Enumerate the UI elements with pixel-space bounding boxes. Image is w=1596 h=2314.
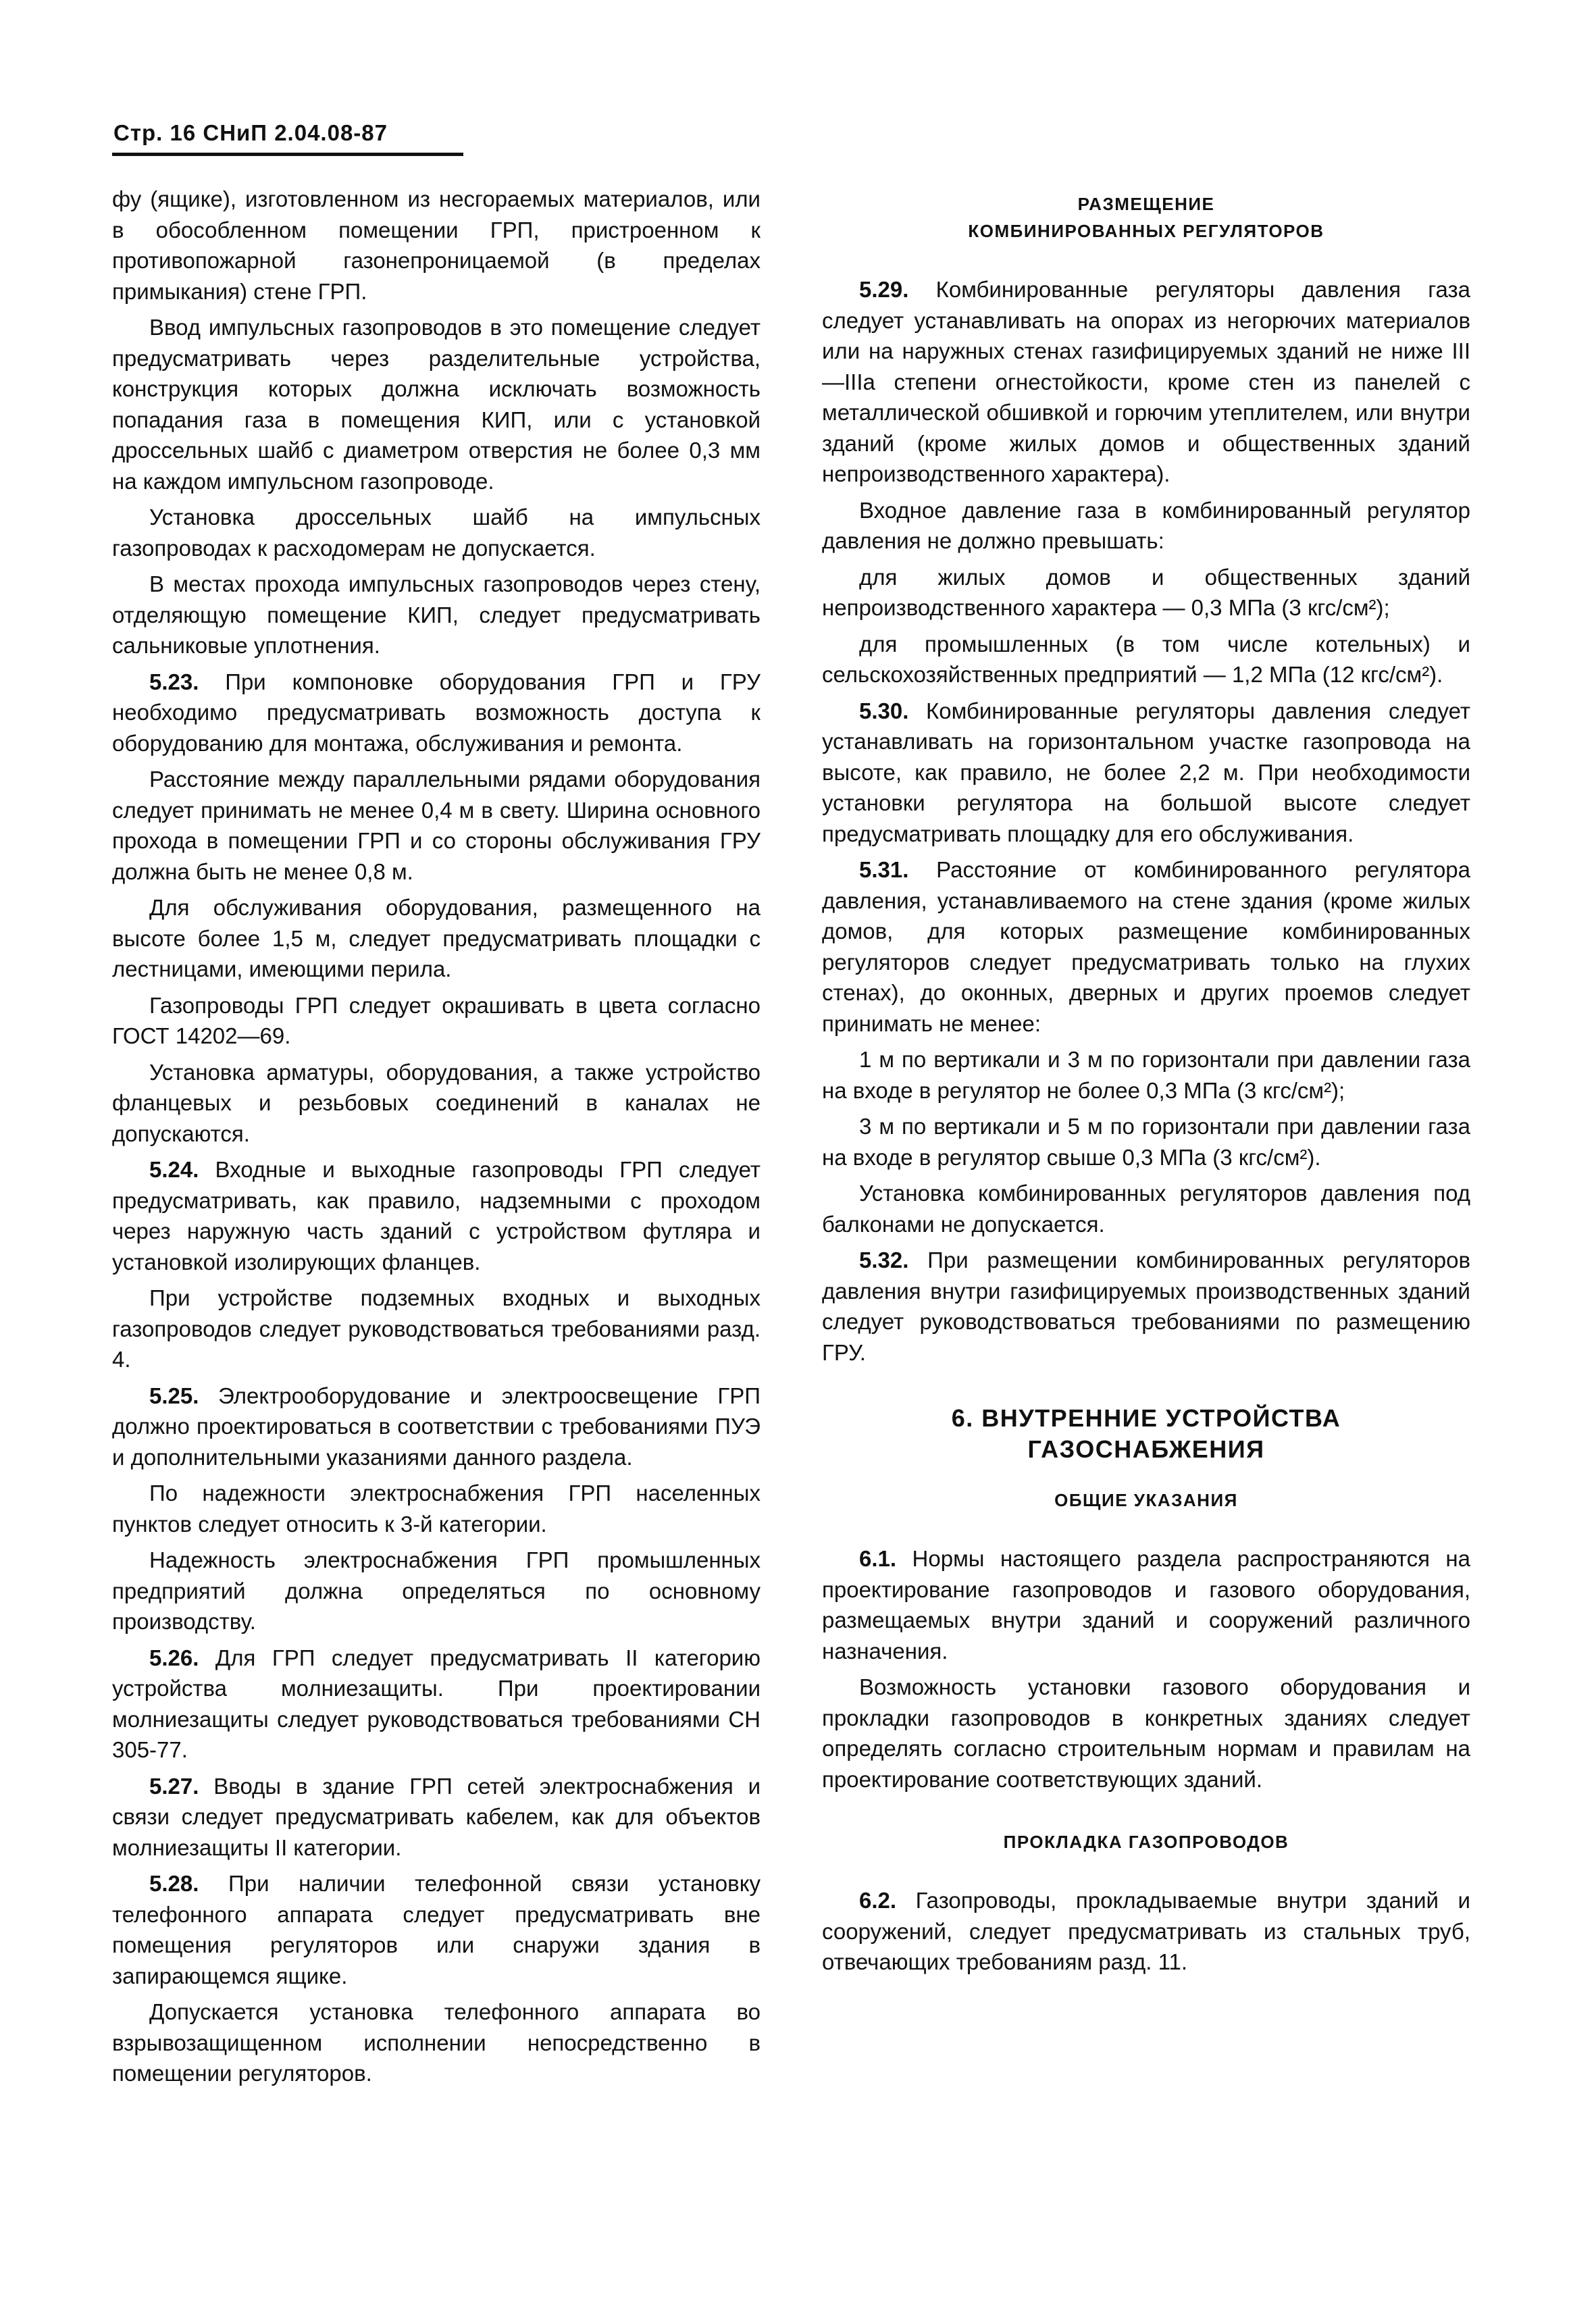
header-rule [112,153,463,156]
paragraph: для промышленных (в том числе котельных) и сельскохозяйственных предприятий — 1,2 МПа (12 кгс/см²). [822,631,1470,687]
clause-number: 5.25. [149,1383,199,1408]
paragraph: для жилых домов и общественных зданий непроизводственного характера — 0,3 МПа (3 кгс/см²); [822,564,1470,620]
clause-text: Газопроводы, прокладываемые внутри зданий и сооружений, следует предусматривать из стальных труб, отвечающих требованиям разд. 11. [822,1888,1470,1974]
clause-text: При компоновке оборудования ГРП и ГРУ необходимо предусматривать возможность доступа к оборудованию для монтажа, обслуживания и ремонта. [112,669,761,756]
clause-number: 5.30. [859,698,909,723]
paragraph: 1 м по вертикали и 3 м по горизонтали при давлении газа на входе в регулятор не более 0,3 МПа (3 кгс/см²); [822,1047,1470,1103]
clause-number: 5.31. [859,857,909,882]
paragraph: При устройстве подземных входных и выходных газопроводов следует руководствоваться требованиями разд. 4. [112,1285,761,1372]
paragraph: фу (ящике), изготовленном из несгораемых материалов, или в обособленном помещении ГРП, пристроенном к противопожарной газонепроницаемой (в пределах примыкания) стене ГРП. [112,186,761,304]
clause-number: 5.27. [149,1773,199,1799]
clause-number: 6.1. [859,1546,897,1571]
clause-text: При наличии телефонной связи установку телефонного аппарата следует предусматривать вне помещения регуляторов или снаружи здания в запирающемся ящике. [112,1871,761,1988]
heading-line: КОМБИНИРОВАННЫХ РЕГУЛЯТОРОВ [968,221,1324,241]
clause-paragraph [822,696,1470,850]
clause-number: 5.23. [149,669,199,694]
clause-number: 6.2. [859,1888,897,1913]
left-column [112,184,761,2094]
clause-paragraph [112,1643,761,1766]
clause-paragraph [112,1381,761,1473]
clause-paragraph [822,274,1470,490]
heading-line: ГАЗОСНАБЖЕНИЯ [1027,1435,1265,1463]
clause-paragraph [112,1771,761,1863]
clause-text: Вводы в здание ГРП сетей электроснабжения и связи следует предусматривать кабелем, как для объектов молниезащиты II категории. [112,1773,761,1860]
section-heading-internal-gas-supply [822,1403,1470,1465]
paragraph: Входное давление газа в комбинированный регулятор давления не должно превышать: [822,497,1470,553]
clause-number: 5.29. [859,277,909,302]
clause-paragraph [112,1868,761,1991]
heading-line: 6. ВНУТРЕННИЕ УСТРОЙСТВА [951,1404,1341,1432]
paragraph: Для обслуживания оборудования, размещенного на высоте более 1,5 м, следует предусматривать площадки с лестницами, имеющими перила. [112,895,761,981]
clause-paragraph [112,667,761,759]
clause-number: 5.24. [149,1157,199,1182]
clause-paragraph [822,1885,1470,1978]
paragraph: Установка комбинированных регуляторов давления под балконами не допускается. [822,1181,1470,1237]
paragraph: По надежности электроснабжения ГРП населенных пунктов следует относить к 3-й категории. [112,1481,761,1537]
subsection-heading-pipe-laying: ПРОКЛАДКА ГАЗОПРОВОДОВ [1003,1832,1289,1852]
clause-text: Для ГРП следует предусматривать II категорию устройства молниезащиты. При проектировании молниезащиты следует руководствоваться требованиями СН 305-77. [112,1645,761,1762]
paragraph: Ввод импульсных газопроводов в это помещение следует предусматривать через разделительные устройства, конструкция которых должна исключать возможность попадания газа в помещения КИП, или с установкой дроссельных шайб с диаметром отверстия не более 0,3 мм на каждом импульсном газопроводе. [112,315,761,494]
clause-number: 5.28. [149,1871,199,1896]
clause-text: Расстояние от комбинированного регулятора давления, устанавливаемого на стене здания (кроме жилых домов, для которых размещение комбинированных регуляторов следует предусматривать только на глухих стенах), до оконных, дверных и других проемов следует принимать не менее: [822,857,1471,1036]
subsection-heading-general: ОБЩИЕ УКАЗАНИЯ [1054,1490,1238,1510]
paragraph: Допускается установка телефонного аппарата во взрывозащищенном исполнении непосредственно в помещении регуляторов. [112,1999,761,2086]
clause-number: 5.26. [149,1645,199,1670]
clause-paragraph [822,1543,1470,1666]
clause-text: Входные и выходные газопроводы ГРП следует предусматривать, как правило, надземными с проходом через наружную часть зданий с устройством футляра и установкой изолирующих фланцев. [112,1157,761,1275]
paragraph: В местах прохода импульсных газопроводов через стену, отделяющую помещение КИП, следует предусматривать сальниковые уплотнения. [112,571,761,658]
clause-paragraph [822,1245,1470,1368]
subsection-heading-combined-regulators [822,190,1470,245]
paragraph: Установка дроссельных шайб на импульсных газопроводах к расходомерам не допускается. [112,505,761,561]
page-header: Стр. 16 СНиП 2.04.08-87 [113,120,388,145]
paragraph: Возможность установки газового оборудования и прокладки газопроводов в конкретных зданиях следует определять согласно строительным нормам и правилам на проектирование соответствующих зданий. [822,1674,1470,1792]
clause-paragraph [822,854,1470,1039]
clause-number: 5.32. [859,1248,909,1272]
paragraph: Газопроводы ГРП следует окрашивать в цвета согласно ГОСТ 14202—69. [112,992,761,1048]
paragraph: Надежность электроснабжения ГРП промышленных предприятий должна определяться по основному производству. [112,1547,761,1634]
clause-paragraph [112,1154,761,1277]
paragraph: Установка арматуры, оборудования, а также устройство фланцевых и резьбовых соединений в каналах не допускаются. [112,1059,761,1146]
paragraph: 3 м по вертикали и 5 м по горизонтали при давлении газа на входе в регулятор свыше 0,3 МПа (3 кгс/см²). [822,1114,1470,1170]
clause-text: Комбинированные регуляторы давления следует устанавливать на горизонтальном участке газопровода на высоте, как правило, не более 2,2 м. При необходимости установки регулятора на большой высоте следует предусматривать площадку для его обслуживания. [822,698,1470,846]
clause-text: Нормы настоящего раздела распространяются на проектирование газопроводов и газового оборудования, размещаемых внутри зданий и сооружений различного назначения. [822,1546,1471,1664]
paragraph: Расстояние между параллельными рядами оборудования следует принимать не менее 0,4 м в свету. Ширина основного прохода в помещении ГРП и со стороны обслуживания ГРУ должна быть не менее 0,8 м. [112,767,761,884]
clause-text: Электрооборудование и электроосвещение ГРП должно проектироваться в соответствии с требованиями ПУЭ и дополнительными указаниями данного раздела. [112,1383,761,1470]
heading-line: РАЗМЕЩЕНИЕ [1077,194,1215,214]
right-column [822,184,1470,1983]
clause-text: Комбинированные регуляторы давления газа следует устанавливать на опорах из негорючих материалов или на наружных стенах газифицируемых зданий не ниже III—IIIа степени огнестойкости, кроме стен из панелей с металлической обшивкой и горючим утеплителем, или внутри зданий (кроме жилых домов и общественных зданий непроизводственного характера). [822,277,1470,486]
clause-text: При размещении комбинированных регуляторов давления внутри газифицируемых производственных зданий следует руководствоваться требованиями по размещению ГРУ. [822,1248,1471,1365]
